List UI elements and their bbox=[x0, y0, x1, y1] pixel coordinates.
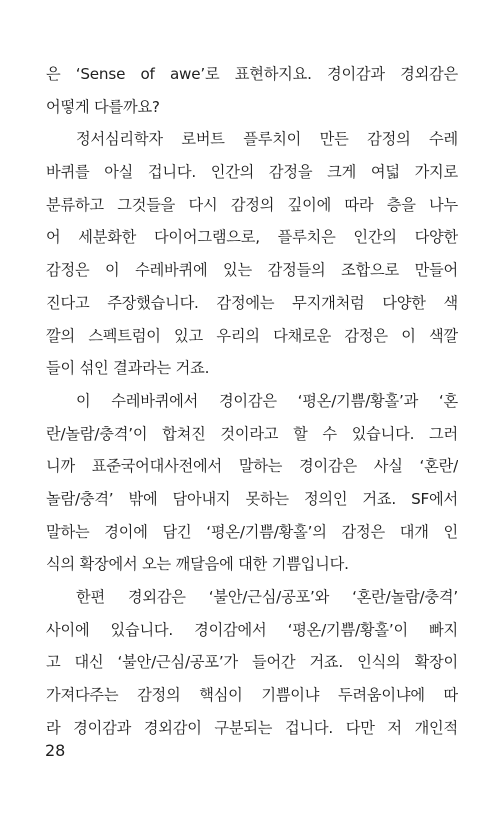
text-line: 감정은 이 수레바퀴에 있는 감정들의 조합으로 만들어 bbox=[46, 261, 458, 280]
text-line: 놀람/충격’ 밖에 담아내지 못하는 정의인 거죠. SF에서 bbox=[46, 489, 458, 508]
text-line: 깔의 스펙트럼이 있고 우리의 다채로운 감정은 이 색깔 bbox=[46, 326, 458, 345]
text-line: 은 ‘Sense of awe’로 표현하지요. 경이감과 경외감은 bbox=[46, 65, 458, 83]
text-line: 분류하고 그것들을 다시 감정의 깊이에 따라 층을 나누 bbox=[46, 195, 458, 214]
text-line: 바퀴를 아실 겁니다. 인간의 감정을 크게 여덟 가지로 bbox=[46, 163, 458, 182]
page-number: 28 bbox=[45, 741, 66, 760]
text-line: 들이 섞인 결과라는 거죠. bbox=[46, 359, 210, 378]
body-text bbox=[46, 58, 458, 744]
text-line: 어 세분화한 다이어그램으로, 플루치은 인간의 다양한 bbox=[46, 228, 458, 247]
text-line: 말하는 경이에 담긴 ‘평온/기쁨/황홀’의 감정은 대개 인 bbox=[46, 522, 458, 541]
text-line: 식의 확장에서 오는 깨달음에 대한 기쁨입니다. bbox=[46, 555, 349, 574]
paragraph-start-line: 정서심리학자 로버트 플루치이 만든 감정의 수레 bbox=[76, 130, 458, 149]
text-line: 고 대신 ‘불안/근심/공포’가 들어간 거죠. 인식의 확장이 bbox=[46, 653, 458, 672]
paragraph-start-line: 이 수레바퀴에서 경이감은 ‘평온/기쁨/황홀’과 ‘혼 bbox=[76, 391, 458, 410]
text-line: 진다고 주장했습니다. 감정에는 무지개처럼 다양한 색 bbox=[46, 293, 458, 312]
text-line: 사이에 있습니다. 경이감에서 ‘평온/기쁨/황홀’이 빠지 bbox=[46, 620, 458, 639]
text-line: 어떻게 다를까요? bbox=[46, 97, 160, 116]
text-line: 가져다주는 감정의 핵심이 기쁨이냐 두려움이냐에 따 bbox=[46, 686, 458, 705]
paragraph-start-line: 한편 경외감은 ‘불안/근심/공포’와 ‘혼란/놀람/충격’ bbox=[76, 588, 458, 606]
text-line: 니까 표준국어대사전에서 말하는 경이감은 사실 ‘혼란/ bbox=[46, 457, 458, 476]
text-line: 라 경이감과 경외감이 구분되는 겁니다. 다만 저 개인적 bbox=[46, 718, 458, 737]
text-line: 란/놀람/충격’이 합쳐진 것이라고 할 수 있습니다. 그러 bbox=[46, 424, 458, 443]
